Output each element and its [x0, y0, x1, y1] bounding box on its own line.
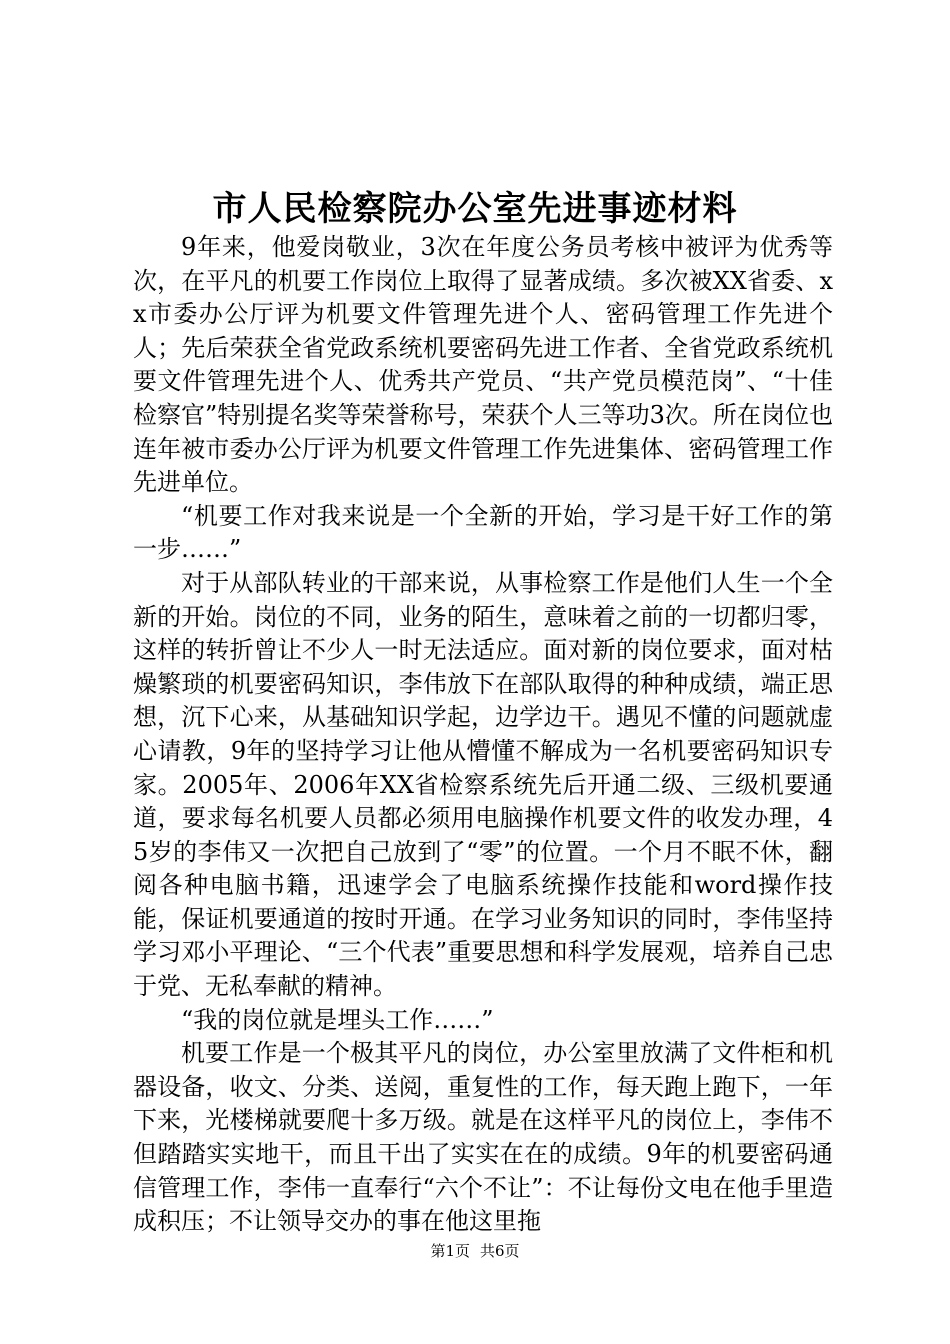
page-footer	[0, 1241, 950, 1261]
body-paragraph: 9年来，他爱岗敬业，3次在年度公务员考核中被评为优秀等次，在平凡的机要工作岗位上取得了显著成绩。多次被XX省委、xx市委办公厅评为机要文件管理先进个人、密码管理工作先进个人；先后荣获全省党政系统机要密码先进工作者、全省党政系统机要文件管理先进个人、优秀共产党员、“共产党员模范岗”、“十佳检察官”特别提名奖等荣誉称号，荣获个人三等功3次。所在岗位也连年被市委办公厅评为机要文件管理工作先进集体、密码管理工作先进单位。	[133, 233, 833, 497]
page-number: 第1页	[430, 1242, 470, 1260]
document-title: 市人民检察院办公室先进事迹材料	[212, 189, 738, 229]
body-paragraph: 机要工作是一个极其平凡的岗位，办公室里放满了文件柜和机器设备，收文、分类、送阅，重复性的工作，每天跑上跑下，一年下来，光楼梯就要爬十多万级。就是在这样平凡的岗位上，李伟不但踏踏实实地干，而且干出了实实在在的成绩。9年的机要密码通信管理工作，李伟一直奉行“六个不让”：不让每份文电在他手里造成积压；不让领导交办的事在他这里拖	[133, 1039, 833, 1236]
document-body	[133, 231, 833, 1239]
page-total: 共6页	[480, 1242, 520, 1260]
body-paragraph: 对于从部队转业的干部来说，从事检察工作是他们人生一个全新的开始。岗位的不同，业务的陌生，意味着之前的一切都归零，这样的转折曾让不少人一时无法适应。面对新的岗位要求，面对枯燥繁琐的机要密码知识，李伟放下在部队取得的种种成绩，端正思想，沉下心来，从基础知识学起，边学边干。遇见不懂的问题就虚心请教，9年的坚持学习让他从懵懂不解成为一名机要密码知识专家。2005年、2006年XX省检察系统先后开通二级、三级机要通道，要求每名机要人员都必须用电脑操作机要文件的收发办理，45岁的李伟又一次把自己放到了“零”的位置。一个月不眠不休，翻阅各种电脑书籍，迅速学会了电脑系统操作技能和word操作技能，保证机要通道的按时开通。在学习业务知识的同时，李伟坚持学习邓小平理论、“三个代表”重要思想和科学发展观，培养自己忠于党、无私奉献的精神。	[133, 568, 833, 1001]
quote-paragraph: “机要工作对我来说是一个全新的开始，学习是干好工作的第一步……”	[133, 501, 833, 564]
quote-paragraph: “我的岗位就是埋头工作……”	[181, 1005, 494, 1034]
